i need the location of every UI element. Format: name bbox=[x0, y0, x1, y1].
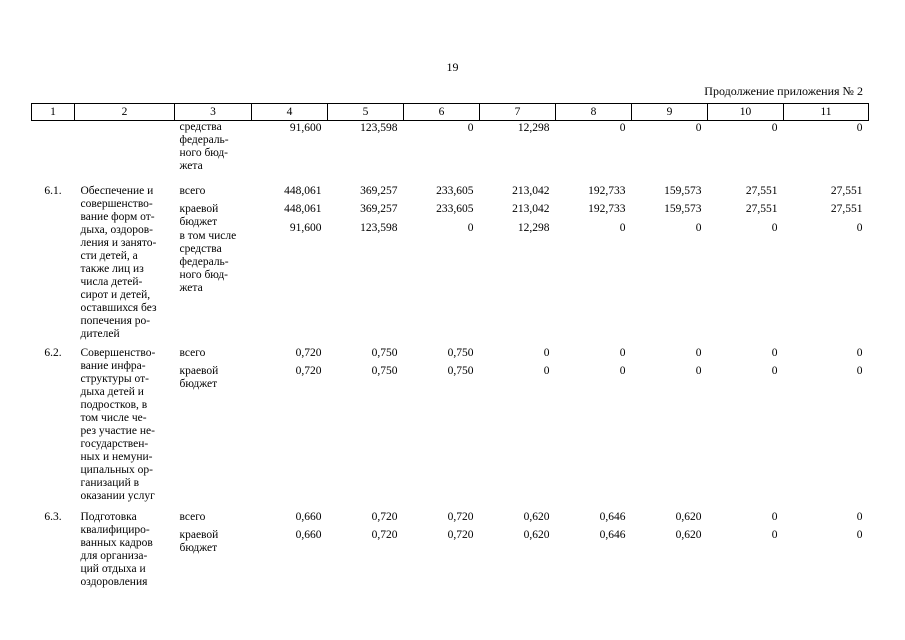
cell-line: федераль- bbox=[179, 134, 229, 146]
item-name bbox=[75, 509, 175, 589]
cell-line: числа детей- bbox=[80, 276, 143, 288]
cell-line: 0 bbox=[771, 222, 778, 234]
cell-line: 0 bbox=[771, 511, 778, 523]
funding-source bbox=[175, 121, 252, 174]
cell-line: 6.1. bbox=[44, 185, 62, 197]
cell-line: совершенство- bbox=[80, 198, 153, 210]
cell-line: 192,733 bbox=[588, 185, 626, 197]
cell-line: 0 bbox=[695, 122, 702, 134]
column-header-8: 8 bbox=[556, 104, 632, 121]
cell-line: средства bbox=[179, 121, 222, 133]
cell-line: ций отдыха и bbox=[80, 563, 146, 575]
cell-line: всего bbox=[179, 347, 206, 359]
cell-line: 0,620 bbox=[523, 529, 550, 541]
cell-line: дителей bbox=[80, 328, 120, 340]
cell-line: 0,720 bbox=[371, 511, 398, 523]
cell-line: бюджет bbox=[179, 216, 218, 228]
cell-line: 27,551 bbox=[745, 203, 778, 215]
value-cell bbox=[252, 183, 328, 341]
value-cell bbox=[556, 183, 632, 341]
column-header-11: 11 bbox=[784, 104, 869, 121]
value-cell bbox=[556, 121, 632, 174]
cell-line: 27,551 bbox=[830, 185, 863, 197]
column-header-4: 4 bbox=[252, 104, 328, 121]
value-cell bbox=[480, 183, 556, 341]
cell-line: 0 bbox=[856, 347, 863, 359]
cell-line: также лиц из bbox=[80, 263, 144, 275]
value-cell bbox=[632, 183, 708, 341]
value-cell bbox=[708, 509, 784, 589]
cell-line: 0 bbox=[856, 222, 863, 234]
cell-line: 0,660 bbox=[295, 529, 322, 541]
cell-line: 159,573 bbox=[664, 203, 702, 215]
value-cell bbox=[708, 183, 784, 341]
cell-line: 192,733 bbox=[588, 203, 626, 215]
cell-line: ганизаций в bbox=[80, 477, 140, 489]
header-row bbox=[32, 104, 869, 121]
cell-line: краевой bbox=[179, 203, 219, 215]
value-cell bbox=[632, 509, 708, 589]
cell-line: ных и немуни- bbox=[80, 451, 153, 463]
column-header-3: 3 bbox=[175, 104, 252, 121]
cell-line: 0 bbox=[856, 122, 863, 134]
cell-line: 27,551 bbox=[745, 185, 778, 197]
table-body bbox=[32, 121, 869, 590]
cell-line: средства bbox=[179, 243, 222, 255]
value-cell bbox=[328, 509, 404, 589]
cell-line: 0,720 bbox=[447, 511, 474, 523]
cell-line: 0 bbox=[771, 347, 778, 359]
cell-line: 0 bbox=[543, 347, 550, 359]
cell-line: 0 bbox=[619, 122, 626, 134]
cell-line: квалифициро- bbox=[80, 524, 150, 536]
cell-line: государствен- bbox=[80, 438, 149, 450]
cell-line: жета bbox=[179, 160, 203, 172]
cell-line: бюджет bbox=[179, 378, 218, 390]
cell-line: 369,257 bbox=[360, 203, 398, 215]
cell-line: 369,257 bbox=[360, 185, 398, 197]
cell-line: 0,750 bbox=[447, 365, 474, 377]
cell-line: в том числе bbox=[179, 230, 237, 242]
cell-line: 0,750 bbox=[371, 347, 398, 359]
cell-line: 91,600 bbox=[289, 222, 322, 234]
cell-line: 0,646 bbox=[599, 529, 626, 541]
cell-line: 0 bbox=[619, 365, 626, 377]
cell-line: всего bbox=[179, 511, 206, 523]
value-cell bbox=[252, 121, 328, 174]
cell-line: 6.2. bbox=[44, 347, 62, 359]
page-number: 19 bbox=[446, 60, 459, 74]
cell-line: 0,720 bbox=[295, 365, 322, 377]
value-cell bbox=[328, 183, 404, 341]
cell-line: 0 bbox=[771, 122, 778, 134]
value-cell bbox=[708, 121, 784, 174]
cell-line: вание форм от- bbox=[80, 211, 155, 223]
appendix-continuation-label: Продолжение приложения № 2 bbox=[704, 84, 863, 98]
column-header-2: 2 bbox=[75, 104, 175, 121]
value-cell bbox=[784, 509, 869, 589]
cell-line: 0,720 bbox=[447, 529, 474, 541]
cell-line: 213,042 bbox=[512, 203, 550, 215]
cell-line: том числе че- bbox=[80, 412, 147, 424]
cell-line: дыха, оздоров- bbox=[80, 224, 153, 236]
cell-line: 159,573 bbox=[664, 185, 702, 197]
cell-line: всего bbox=[179, 185, 206, 197]
table-row bbox=[32, 183, 869, 341]
cell-line: подростков, в bbox=[80, 399, 148, 411]
value-cell bbox=[556, 509, 632, 589]
cell-line: 0 bbox=[543, 365, 550, 377]
funding-source bbox=[175, 509, 252, 589]
cell-line: 0 bbox=[856, 365, 863, 377]
value-cell bbox=[404, 345, 480, 503]
value-cell bbox=[252, 509, 328, 589]
value-cell bbox=[404, 509, 480, 589]
cell-line: ципальных ор- bbox=[80, 464, 153, 476]
cell-line: 0 bbox=[467, 222, 474, 234]
cell-line: 0,750 bbox=[371, 365, 398, 377]
column-header-9: 9 bbox=[632, 104, 708, 121]
column-header-1: 1 bbox=[32, 104, 75, 121]
item-code bbox=[32, 509, 75, 589]
cell-line: 233,605 bbox=[436, 203, 474, 215]
value-cell bbox=[632, 121, 708, 174]
column-header-6: 6 bbox=[404, 104, 480, 121]
cell-line: 91,600 bbox=[289, 122, 322, 134]
item-code bbox=[32, 345, 75, 503]
cell-line: 0 bbox=[619, 347, 626, 359]
value-cell bbox=[404, 121, 480, 174]
cell-line: 6.3. bbox=[44, 511, 62, 523]
cell-line: краевой bbox=[179, 529, 219, 541]
cell-line: 12,298 bbox=[517, 222, 550, 234]
value-cell bbox=[708, 345, 784, 503]
table-row bbox=[32, 509, 869, 589]
cell-line: 0,720 bbox=[295, 347, 322, 359]
cell-line: жета bbox=[179, 282, 203, 294]
cell-line: ного бюд- bbox=[179, 269, 228, 281]
cell-line: дыха детей и bbox=[80, 386, 144, 398]
value-cell bbox=[404, 183, 480, 341]
cell-line: 0 bbox=[856, 511, 863, 523]
value-cell bbox=[252, 345, 328, 503]
value-cell bbox=[784, 345, 869, 503]
value-cell bbox=[784, 121, 869, 174]
cell-line: ного бюд- bbox=[179, 147, 228, 159]
cell-line: 233,605 bbox=[436, 185, 474, 197]
budget-table bbox=[31, 103, 869, 589]
cell-line: сти детей, а bbox=[80, 250, 138, 262]
cell-line: оказании услуг bbox=[80, 490, 155, 502]
cell-line: 0 bbox=[771, 365, 778, 377]
cell-line: сирот и детей, bbox=[80, 289, 151, 301]
item-code bbox=[32, 183, 75, 341]
cell-line: 448,061 bbox=[284, 203, 322, 215]
value-cell bbox=[632, 345, 708, 503]
cell-line: Совершенство- bbox=[80, 347, 156, 359]
value-cell bbox=[784, 183, 869, 341]
value-cell bbox=[328, 345, 404, 503]
cell-line: 213,042 bbox=[512, 185, 550, 197]
column-header-10: 10 bbox=[708, 104, 784, 121]
funding-source bbox=[175, 183, 252, 341]
table-row bbox=[32, 345, 869, 503]
cell-line: 0 bbox=[695, 365, 702, 377]
cell-line: рез участие не- bbox=[80, 425, 155, 437]
cell-line: 448,061 bbox=[284, 185, 322, 197]
item-name bbox=[75, 345, 175, 503]
cell-line: для организа- bbox=[80, 550, 148, 562]
cell-line: оздоровления bbox=[80, 576, 148, 588]
cell-line: Подготовка bbox=[80, 511, 137, 523]
value-cell bbox=[328, 121, 404, 174]
cell-line: 0 bbox=[467, 122, 474, 134]
cell-line: структуры от- bbox=[80, 373, 149, 385]
cell-line: оставшихся без bbox=[80, 302, 157, 314]
cell-line: 12,298 bbox=[517, 122, 550, 134]
cell-line: 0,750 bbox=[447, 347, 474, 359]
cell-line: Обеспечение и bbox=[80, 185, 154, 197]
cell-line: 0 bbox=[771, 529, 778, 541]
cell-line: ления и занято- bbox=[80, 237, 157, 249]
item-name bbox=[75, 183, 175, 341]
cell-line: бюджет bbox=[179, 542, 218, 554]
item-code bbox=[32, 121, 75, 174]
cell-line: 0,646 bbox=[599, 511, 626, 523]
value-cell bbox=[480, 509, 556, 589]
cell-line: 27,551 bbox=[830, 203, 863, 215]
column-header-7: 7 bbox=[480, 104, 556, 121]
cell-line: 0,620 bbox=[523, 511, 550, 523]
column-header-5: 5 bbox=[328, 104, 404, 121]
cell-line: ванных кадров bbox=[80, 537, 153, 549]
value-cell bbox=[556, 345, 632, 503]
cell-line: 0,620 bbox=[675, 511, 702, 523]
cell-line: 0 bbox=[695, 347, 702, 359]
cell-line: 0 bbox=[619, 222, 626, 234]
value-cell bbox=[480, 121, 556, 174]
cell-line: 0,660 bbox=[295, 511, 322, 523]
cell-line: 0,720 bbox=[371, 529, 398, 541]
cell-line: федераль- bbox=[179, 256, 229, 268]
item-name bbox=[75, 121, 175, 174]
value-cell bbox=[480, 345, 556, 503]
cell-line: краевой bbox=[179, 365, 219, 377]
cell-line: 0 bbox=[856, 529, 863, 541]
cell-line: 123,598 bbox=[360, 122, 398, 134]
table-row bbox=[32, 121, 869, 174]
cell-line: попечения ро- bbox=[80, 315, 151, 327]
cell-line: 123,598 bbox=[360, 222, 398, 234]
cell-line: вание инфра- bbox=[80, 360, 146, 372]
funding-source bbox=[175, 345, 252, 503]
cell-line: 0 bbox=[695, 222, 702, 234]
cell-line: 0,620 bbox=[675, 529, 702, 541]
